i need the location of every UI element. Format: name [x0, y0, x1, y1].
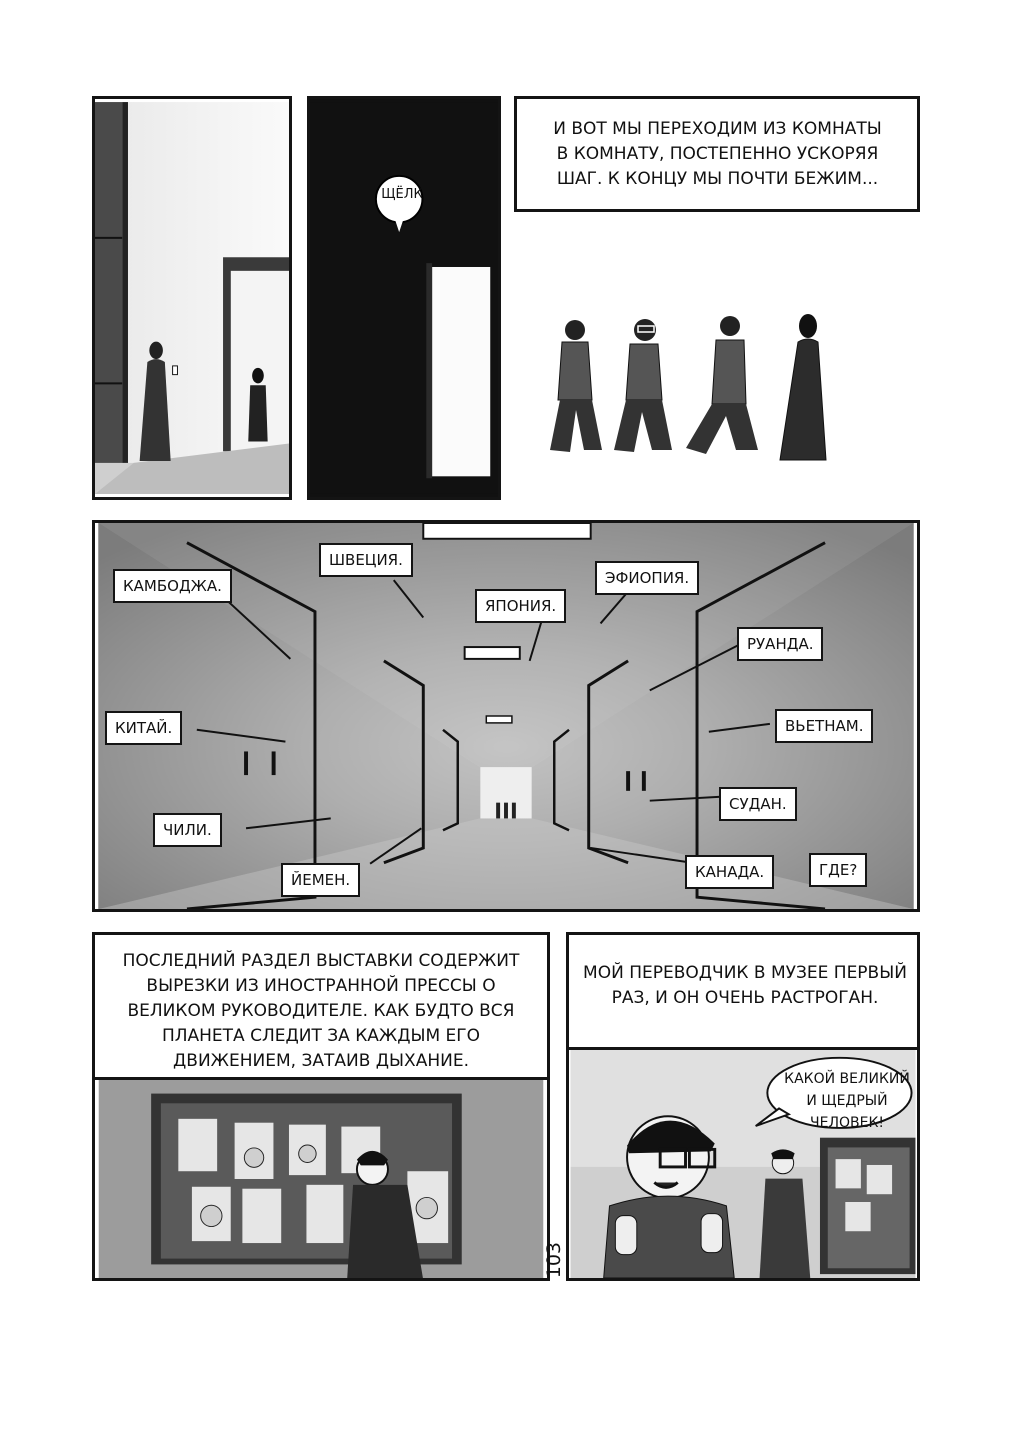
panel-3-walking-group [530, 300, 840, 470]
panel-4-corridor [92, 520, 920, 912]
walking-people-illustration [530, 300, 840, 470]
label-cambodia: КАМБОДЖА. [113, 569, 232, 603]
label-yemen: ЙЕМЕН. [281, 863, 360, 897]
panel-3-caption [514, 96, 920, 212]
label-sweden: ШВЕЦИЯ. [319, 543, 413, 577]
label-chile: ЧИЛИ. [153, 813, 222, 847]
panel-6-caption [566, 932, 920, 1050]
dark-room-illustration [310, 99, 498, 497]
panel-6-translator [566, 1047, 920, 1281]
panel-5-board [92, 1077, 550, 1281]
press-board-illustration [95, 1080, 547, 1278]
label-ethiopia: ЭФИОПИЯ. [595, 561, 699, 595]
doorway-illustration [95, 99, 289, 497]
sfx-click: ЩЁЛК [381, 187, 423, 202]
panel-5-caption [92, 932, 550, 1080]
label-rwanda: РУАНДА. [737, 627, 823, 661]
caption-translator: МОЙ ПЕРЕВОДЧИК В МУЗЕЕ ПЕРВЫЙ РАЗ, И ОН ОЧЕНЬ РАСТРОГАН. [583, 963, 907, 1008]
caption-exhibition: ПОСЛЕДНИЙ РАЗДЕЛ ВЫСТАВКИ СОДЕРЖИТ ВЫРЕЗКИ ИЗ ИНОСТРАННОЙ ПРЕССЫ О ВЕЛИКОМ РУКОВОДИТЕЛЕ. КАК БУДТО ВСЯ ПЛАНЕТА СЛЕДИТ ЗА КАЖДЫМ ЕГО ДВИЖЕНИЕМ, ЗАТАИВ ДЫХАНИЕ. [122, 951, 520, 1071]
panel-1-doorway [92, 96, 292, 500]
label-canada: КАНАДА. [685, 855, 774, 889]
label-japan: ЯПОНИЯ. [475, 589, 566, 623]
speech-great-man: КАКОЙ ВЕЛИКИЙ И ЩЕДРЫЙ ЧЕЛОВЕК! [784, 1071, 910, 1131]
label-where: ГДЕ? [809, 853, 867, 887]
caption-rooms: И ВОТ МЫ ПЕРЕХОДИМ ИЗ КОМНАТЫ В КОМНАТУ, ПОСТЕПЕННО УСКОРЯЯ ШАГ. К КОНЦУ МЫ ПОЧТИ БЕЖИМ... [553, 119, 882, 189]
panel-2-dark-room [307, 96, 501, 500]
label-china: КИТАЙ. [105, 711, 182, 745]
label-sudan: СУДАН. [719, 787, 797, 821]
label-vietnam: ВЬЕТНАМ. [775, 709, 873, 743]
page-number: 103 [543, 1242, 565, 1279]
